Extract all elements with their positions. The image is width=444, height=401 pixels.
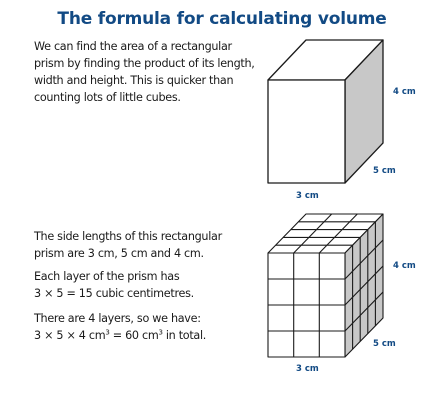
bottom-height-label: 4 cm — [393, 261, 416, 271]
intro-line: We can find the area of a rectangular — [34, 40, 232, 53]
top-height-label: 4 cm — [393, 87, 416, 97]
page-title: The formula for calculating volume — [57, 9, 387, 29]
top-depth-label: 5 cm — [373, 166, 396, 176]
layer-line: Each layer of the prism has — [34, 270, 180, 283]
solid-prism-front-face — [268, 80, 345, 183]
bottom-depth-label: 5 cm — [373, 339, 396, 349]
total-formula: 3 × 5 × 4 $cm^3 = 60$ $cm^3$ in total. — [34, 328, 207, 342]
solid-prism — [268, 40, 383, 183]
dimensions-line: The side lengths of this rectangular — [34, 230, 222, 243]
intro-line: width and height. This is quicker than — [34, 74, 234, 87]
top-width-label: 3 cm — [296, 191, 319, 201]
intro-line: counting lots of little cubes. — [34, 91, 181, 104]
bottom-width-label: 3 cm — [296, 364, 319, 374]
dimensions-line: prism are 3 cm, 5 cm and 4 cm. — [34, 247, 204, 260]
grid-prism — [268, 214, 383, 357]
intro-line: prism by finding the product of its length, — [34, 57, 255, 70]
layer-line: 3 × 5 = 15 cubic centimetres. — [34, 287, 194, 300]
total-line: There are 4 layers, so we have: — [34, 312, 201, 325]
